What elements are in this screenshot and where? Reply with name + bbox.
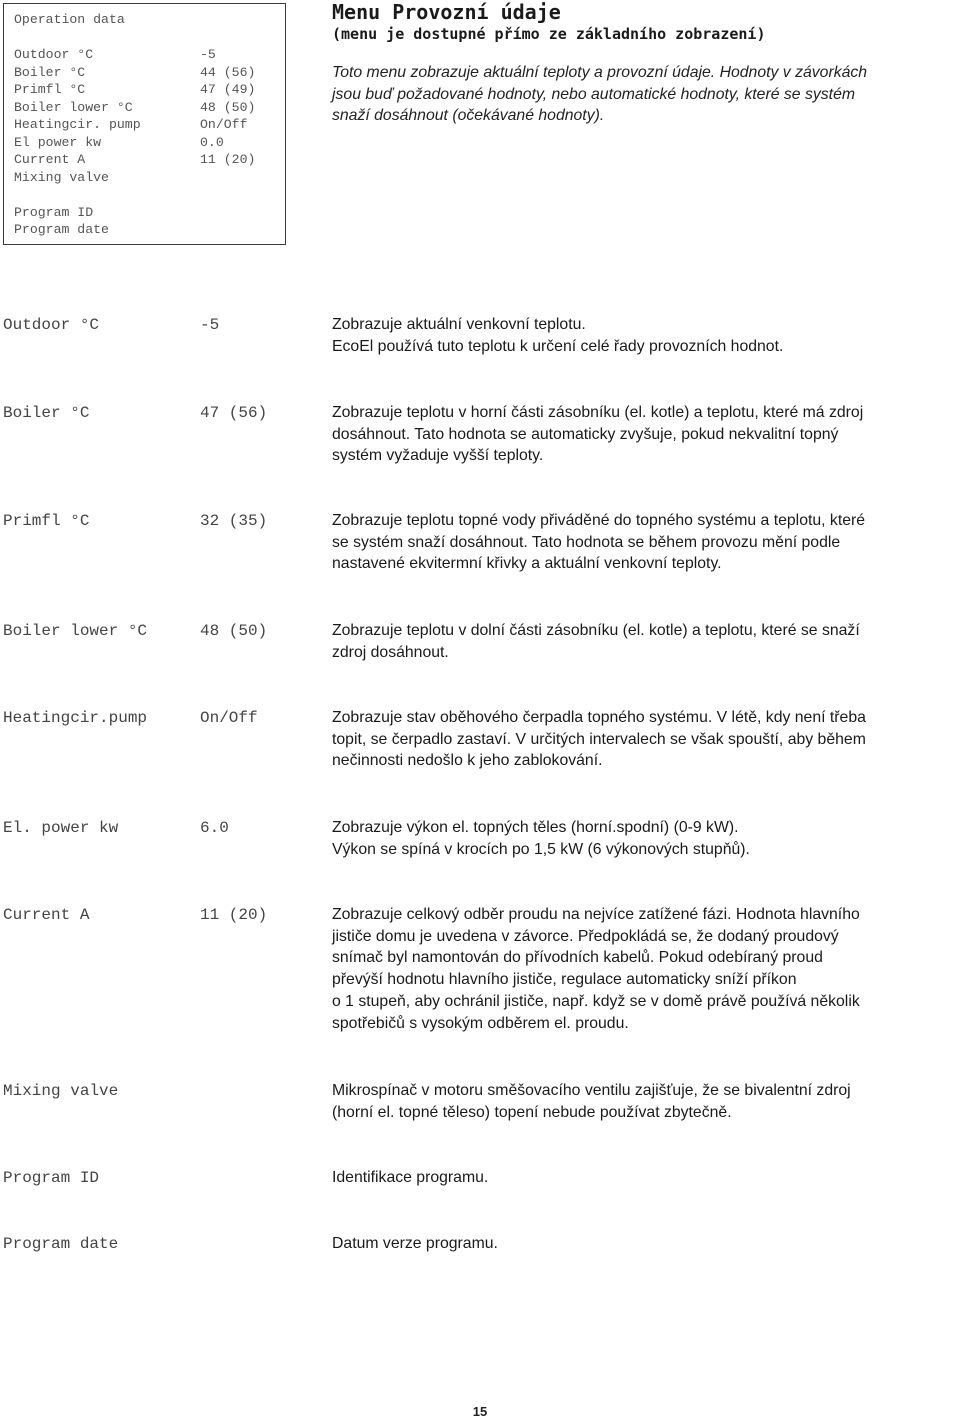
- desc-line: dosáhnout. Tato hodnota se automaticky zvyšuje, pokud nekvalitní topný: [332, 425, 839, 443]
- display-row: [14, 46, 216, 64]
- entry-value: 47 (56): [200, 404, 268, 422]
- entry-description: [332, 1080, 958, 1123]
- display-row-label: Mixing valve: [14, 169, 109, 185]
- display-row-label: Program date: [14, 222, 109, 237]
- entry-label: Mixing valve: [3, 1082, 119, 1100]
- desc-line: Zobrazuje teplotu topné vody přiváděné do topného systému a teplotu, které: [332, 512, 866, 529]
- display-row-value: 48 (50): [200, 99, 256, 115]
- display-row-value: 0.0: [200, 134, 224, 150]
- desc-line: EcoEl používá tuto teplotu k určení celé řady provozních hodnot.: [332, 337, 784, 355]
- display-row-label: El power kw: [14, 134, 102, 150]
- entry-description: [332, 510, 958, 575]
- desc-line: jističe domu je uvedena v závorce. Předpokládá se, že dodaný proudový: [332, 927, 839, 945]
- display-row: [14, 151, 255, 169]
- display-row: [14, 64, 255, 82]
- entry-description: [332, 707, 958, 772]
- entry-description: [332, 904, 958, 1034]
- desc-line: se systém snaží dosáhnout. Tato hodnota se během provozu mění podle: [332, 533, 841, 551]
- display-row-value: On/Off: [200, 117, 248, 132]
- display-row: [14, 134, 224, 152]
- desc-line: Zobrazuje teplotu v dolní části zásobníku (el. kotle) a teplotu, které se snaží: [332, 622, 860, 639]
- display-row-value: 11 (20): [200, 152, 256, 167]
- display-row: [14, 221, 200, 239]
- entry-label: Boiler °C: [3, 404, 90, 422]
- display-screen: [3, 3, 286, 245]
- display-row-label: Boiler lower °C: [14, 99, 133, 115]
- section-header: [332, 0, 957, 127]
- entry-label: Heatingcir.pump: [3, 709, 148, 727]
- desc-line: Zobrazuje celkový odběr proudu na nejvíce zatížené fázi. Hodnota hlavního: [332, 906, 860, 923]
- display-row: [14, 204, 200, 222]
- entry-value: On/Off: [200, 709, 258, 727]
- desc-line: (horní el. topné těleso) topení nebude používat zbytečně.: [332, 1103, 732, 1121]
- entry-value: -5: [200, 316, 220, 334]
- display-row: [14, 116, 247, 134]
- desc-line: topit, se čerpadlo zastaví. V určitých intervalech se však spouští, aby během: [332, 730, 866, 748]
- desc-line: snímač byl namontován do přívodních kabelů. Pokud odebíraný proud: [332, 949, 823, 967]
- entry-value: 48 (50): [200, 622, 268, 640]
- entry-value: 11 (20): [200, 906, 268, 924]
- entry-label: El. power kw: [3, 819, 119, 837]
- entry-description: [332, 1167, 958, 1189]
- entry-description: [332, 817, 958, 860]
- desc-line: Identifikace programu.: [332, 1169, 489, 1186]
- display-row: [14, 99, 255, 117]
- page-number: 15: [472, 1404, 488, 1419]
- desc-line: o 1 stupeň, aby ochránil jističe, např. když se v domě právě používá několik: [332, 992, 860, 1010]
- entry-label: Program date: [3, 1235, 119, 1253]
- display-row-value: 44 (56): [200, 64, 256, 80]
- display-row-value: -5: [200, 47, 216, 62]
- entry-value: 32 (35): [200, 512, 268, 530]
- display-row-label: Boiler °C: [14, 64, 86, 80]
- intro-paragraph: [332, 62, 957, 127]
- page-subtitle: (menu je dostupné přímo ze základního zobrazení): [332, 25, 766, 43]
- entry-description: [332, 620, 958, 663]
- entry-label: Outdoor °C: [3, 316, 100, 334]
- desc-line: převýší hodnotu hlavního jističe, regulace automaticky sníží příkon: [332, 971, 797, 989]
- display-row-label: Primfl °C: [14, 82, 86, 97]
- display-title: Operation data: [14, 12, 125, 27]
- entry-label: Current A: [3, 906, 90, 924]
- display-row-label: Current A: [14, 152, 86, 167]
- desc-line: nečinnosti nedošlo k jeho zablokování.: [332, 752, 603, 770]
- desc-line: Datum verze programu.: [332, 1235, 498, 1252]
- desc-line: Zobrazuje stav oběhového čerpadla topného systému. V létě, kdy není třeba: [332, 709, 866, 726]
- entry-description: [332, 402, 958, 467]
- desc-line: nastavené ekvitermní křivky a aktuální venkovní teploty.: [332, 555, 722, 573]
- desc-line: Zobrazuje aktuální venkovní teplotu.: [332, 316, 586, 333]
- desc-line: zdroj dosáhnout.: [332, 643, 449, 661]
- display-row: [14, 169, 200, 187]
- desc-line: Výkon se spíná v krocích po 1,5 kW (6 výkonových stupňů).: [332, 840, 750, 858]
- intro-line: snaží dosáhnout (očekávané hodnoty).: [332, 107, 605, 124]
- entry-description: [332, 1233, 958, 1255]
- display-row-label: Program ID: [14, 204, 94, 220]
- entry-description: [332, 314, 958, 357]
- intro-line: Toto menu zobrazuje aktuální teploty a provozní údaje. Hodnoty v závorkách: [332, 64, 868, 81]
- desc-line: Mikrospínač v motoru směšovacího ventilu zajišťuje, že se bivalentní zdroj: [332, 1082, 851, 1099]
- entry-label: Primfl °C: [3, 512, 90, 530]
- page-title: Menu Provozní údaje: [332, 0, 561, 24]
- desc-line: systém vyžaduje vyšší teploty.: [332, 447, 544, 465]
- intro-line: jsou buď požadované hodnoty, nebo automatické hodnoty, které se systém: [332, 85, 856, 103]
- desc-line: Zobrazuje teplotu v horní části zásobníku (el. kotle) a teplotu, které má zdroj: [332, 404, 864, 421]
- entry-label: Program ID: [3, 1169, 100, 1187]
- display-row: [14, 81, 255, 99]
- desc-line: spotřebičů s vysokým odběrem el. proudu.: [332, 1014, 629, 1032]
- display-row-label: Heatingcir. pump: [14, 117, 141, 132]
- entry-label: Boiler lower °C: [3, 622, 148, 640]
- display-row-value: 47 (49): [200, 82, 256, 97]
- desc-line: Zobrazuje výkon el. topných těles (horní.spodní) (0-9 kW).: [332, 819, 739, 836]
- display-row-label: Outdoor °C: [14, 47, 94, 62]
- entry-value: 6.0: [200, 819, 229, 837]
